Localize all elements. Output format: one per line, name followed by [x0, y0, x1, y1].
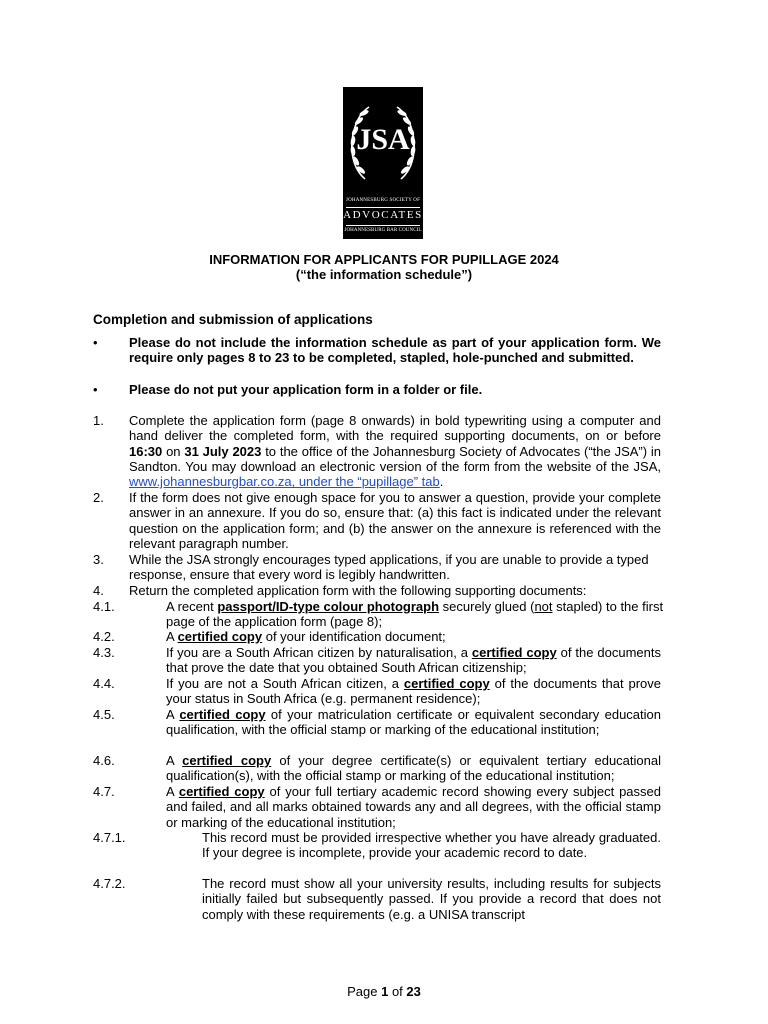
- item-number: 4.7.2.: [93, 876, 126, 891]
- item-number: 3.: [93, 552, 104, 567]
- logo-line-3: JOHANNESBURG BAR COUNCIL: [344, 228, 422, 233]
- bullet-marker: •: [93, 382, 98, 397]
- logo-monogram: JSA: [356, 123, 410, 156]
- logo-line-1: JOHANNESBURG SOCIETY OF: [345, 198, 421, 203]
- document-title: INFORMATION FOR APPLICANTS FOR PUPILLAGE 2024: [209, 252, 559, 267]
- item-3-text: While the JSA strongly encourages typed applications, if you are unable to provide a typed response, ensure that every word is legibly handwritten.: [129, 552, 649, 583]
- bullet-item-1: Please do not include the information schedule as part of your application form. We require only pages 8 to 23 to be completed, stapled, hole-punched and submitted.: [129, 335, 661, 366]
- item-4-1-text: A recent passport/ID-type colour photograph securely glued (not stapled) to the first page of the application form (page 8);: [166, 599, 664, 630]
- page-number: Page 1 of 23: [347, 984, 421, 999]
- item-4-7-1-text: This record must be provided irrespective whether you have already graduated. If your degree is incomplete, provide your academic record to date.: [202, 830, 661, 861]
- website-link[interactable]: www.johannesburgbar.co.za, under the “pupillage” tab: [129, 474, 440, 490]
- item-number: 4.: [93, 583, 104, 598]
- logo-line-2: ADVOCATES: [343, 209, 423, 221]
- laurel-wreath-icon: [343, 87, 423, 197]
- document-subtitle: (“the information schedule”): [295, 267, 473, 282]
- item-number: 1.: [93, 413, 104, 428]
- item-4-5-text: A certified copy of your matriculation certificate or equivalent secondary education qualification, with the official stamp or marking of the educational institution;: [166, 707, 661, 738]
- item-4-3-text: If you are a South African citizen by naturalisation, a certified copy of the documents that prove the date that you obtained South African citizenship;: [166, 645, 661, 676]
- section-heading: Completion and submission of applications: [93, 312, 373, 327]
- item-number: 4.3.: [93, 645, 115, 660]
- bullet-marker: •: [93, 335, 98, 350]
- item-number: 4.7.1.: [93, 830, 126, 845]
- item-4-2-text: A certified copy of your identification document;: [166, 629, 446, 644]
- bullet-item-2: Please do not put your application form in a folder or file.: [129, 382, 483, 397]
- item-number: 2.: [93, 490, 104, 505]
- item-number: 4.1.: [93, 599, 115, 614]
- item-4-6-text: A certified copy of your degree certificate(s) or equivalent tertiary educational qualification(s), with the official stamp or marking of the educational institution;: [166, 753, 661, 784]
- item-number: 4.6.: [93, 753, 115, 768]
- item-4-7-text: A certified copy of your full tertiary academic record showing every subject passed and failed, and all marks obtained towards any and all degrees, with the official stamp or marking of the educational institution;: [166, 784, 661, 830]
- item-number: 4.4.: [93, 676, 115, 691]
- item-number: 4.2.: [93, 629, 115, 644]
- item-4-7-2-text: The record must show all your university results, including results for subjects initially failed but subsequently passed. If you provide a record that does not comply with these requirements (e.g. a UNISA transcript: [202, 876, 661, 922]
- item-number: 4.7.: [93, 784, 115, 799]
- item-1-text: Complete the application form (page 8 onwards) in bold typewriting using a computer and hand deliver the completed form, with the required supporting documents, on or before 16:30 on 31 July 2023 to the office of the Johannesburg Society of Advocates (“the JSA”) in Sandton. You may download an electronic version of the form from the website of the JSA, www.johannesburgbar.co.za, under the “pupillage” tab.: [129, 413, 661, 490]
- item-number: 4.5.: [93, 707, 115, 722]
- jsa-logo: [343, 87, 423, 239]
- item-4-text: Return the completed application form with the following supporting documents:: [129, 583, 587, 598]
- item-2-text: If the form does not give enough space for you to answer a question, provide your complete answer in an annexure. If you do so, ensure that: (a) this fact is indicated under the relevant question on the application form; and (b) the answer on the annexure is referenced with the relevant paragraph number.: [129, 490, 661, 551]
- item-4-4-text: If you are not a South African citizen, a certified copy of the documents that prove your status in South Africa (e.g. permanent residence);: [166, 676, 661, 707]
